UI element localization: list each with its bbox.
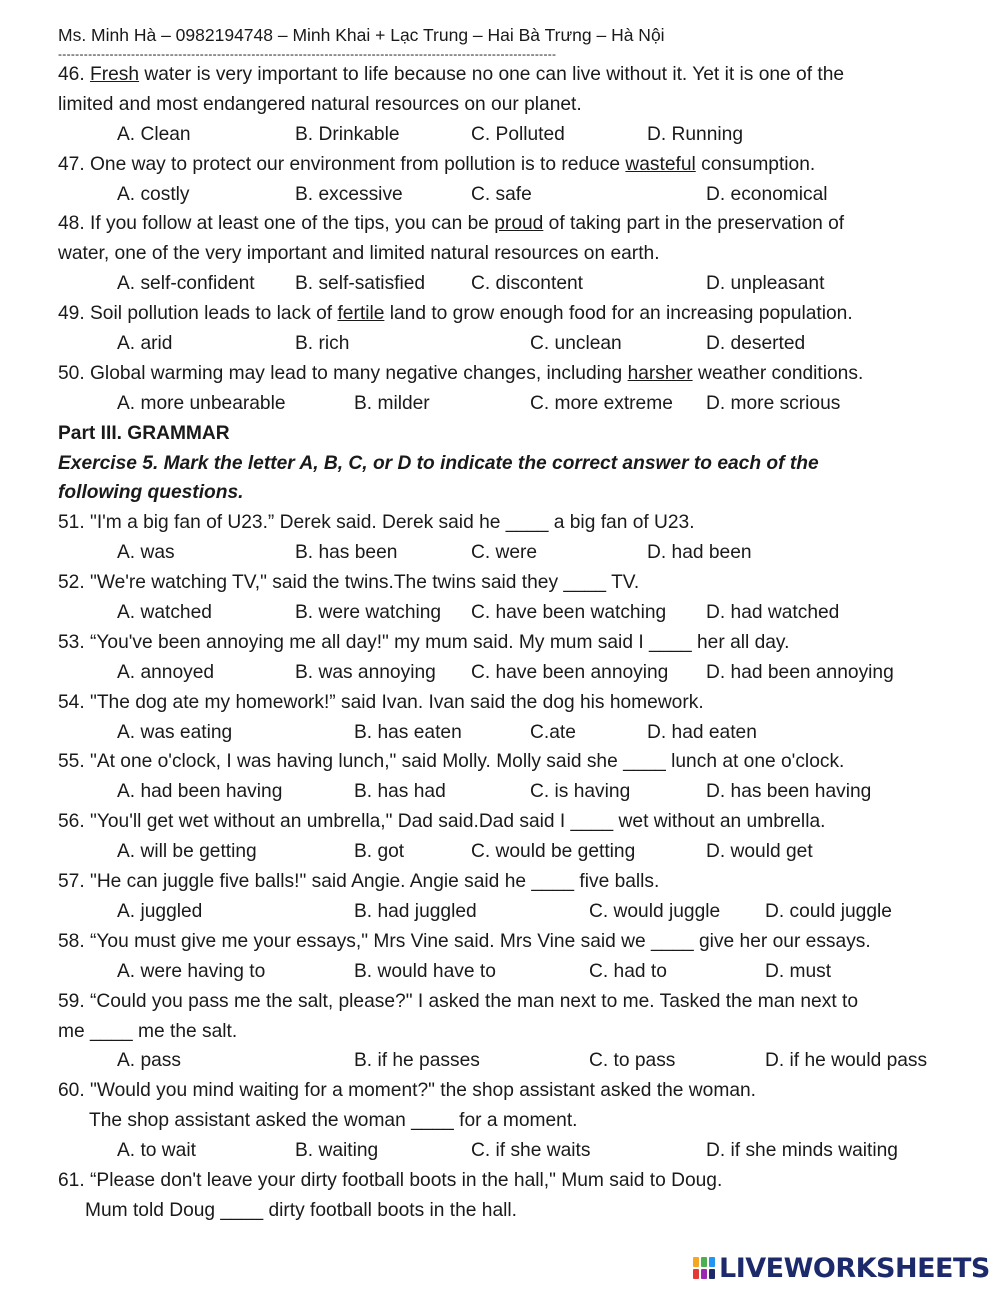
- answer-option-c[interactable]: C. had to: [589, 960, 667, 982]
- answer-option-d[interactable]: D. if she minds waiting: [706, 1140, 898, 1162]
- question-text: limited and most endangered natural resources on our planet.: [58, 93, 582, 115]
- question-q46: [58, 60, 958, 150]
- answer-option-d[interactable]: D. had eaten: [647, 721, 757, 743]
- answer-option-a[interactable]: A. watched: [117, 602, 212, 624]
- answer-option-d[interactable]: D. had watched: [706, 602, 840, 624]
- answer-option-a[interactable]: A. costly: [117, 183, 190, 205]
- answer-option-c[interactable]: C. more extreme: [530, 392, 673, 414]
- answer-option-d[interactable]: D. had been annoying: [706, 661, 894, 683]
- question-text: consumption.: [695, 153, 816, 175]
- question-text-line: [58, 1017, 958, 1047]
- question-text: 54. "The dog ate my homework!” said Ivan. Ivan said the dog his homework.: [58, 691, 704, 713]
- question-text: 60. "Would you mind waiting for a moment?" the shop assistant asked the woman.: [58, 1080, 756, 1102]
- answer-option-b[interactable]: B. would have to: [354, 960, 496, 982]
- answer-option-b[interactable]: B. was annoying: [295, 661, 436, 683]
- answer-option-d[interactable]: D. if he would pass: [765, 1050, 928, 1072]
- question-text: 48. If you follow at least one of the tips, you can be: [58, 213, 495, 235]
- question-q51: [58, 508, 958, 568]
- question-text-line: [58, 628, 958, 658]
- question-text: 46.: [58, 64, 91, 85]
- question-text-line: [58, 60, 958, 90]
- question-text: The shop assistant asked the woman ____ for a moment.: [89, 1110, 578, 1132]
- question-text-line: [58, 239, 958, 269]
- vocabulary-questions: [58, 60, 958, 419]
- answer-options: [58, 389, 958, 419]
- question-text: Mum told Doug ____ dirty football boots in the hall.: [85, 1199, 517, 1221]
- question-text-line: [58, 747, 958, 777]
- underlined-word: proud: [494, 213, 544, 235]
- question-q50: [58, 359, 958, 419]
- underlined-word: Fresh: [90, 64, 140, 85]
- grammar-questions: [58, 508, 958, 1225]
- answer-options: [58, 897, 958, 927]
- question-text: 51. "I'm a big fan of U23.” Derek said. Derek said he ____ a big fan of U23.: [58, 512, 695, 534]
- question-text: 59. “Could you pass me the salt, please?" I asked the man next to me. Tasked the man next to: [58, 990, 858, 1012]
- question-text: me ____ me the salt.: [58, 1020, 238, 1042]
- answer-option-c[interactable]: C. if she waits: [471, 1140, 591, 1162]
- teacher-header: Ms. Minh Hà – 0982194748 – Minh Khai + Lạc Trung – Hai Bà Trưng – Hà Nội: [58, 25, 665, 45]
- question-text-line: [58, 1166, 958, 1196]
- question-text: 50. Global warming may lead to many negative changes, including: [58, 362, 628, 384]
- answer-option-b[interactable]: B. were watching: [295, 602, 442, 624]
- answer-option-b[interactable]: B. milder: [354, 392, 430, 414]
- answer-option-a[interactable]: A. Clean: [117, 123, 191, 145]
- question-text: weather conditions.: [692, 362, 864, 384]
- answer-option-c[interactable]: C. unclean: [530, 333, 622, 355]
- question-text: 58. “You must give me your essays," Mrs Vine said. Mrs Vine said we ____ give her our essays.: [58, 930, 871, 952]
- answer-option-b[interactable]: B. has been: [295, 542, 398, 564]
- question-text: water is very important to life because no one can live without it. Yet it is one of the: [139, 64, 845, 85]
- answer-option-b[interactable]: B. excessive: [295, 183, 403, 205]
- answer-option-c[interactable]: C. to pass: [589, 1050, 676, 1072]
- underlined-word: harsher: [627, 362, 693, 384]
- answer-option-a[interactable]: A. was eating: [117, 721, 233, 743]
- question-q53: [58, 628, 958, 688]
- question-text-line: [58, 508, 958, 538]
- answer-option-a[interactable]: A. pass: [117, 1050, 181, 1072]
- answer-option-c[interactable]: C.ate: [530, 721, 576, 743]
- question-q52: [58, 568, 958, 628]
- question-text-line: [58, 688, 958, 718]
- question-text: 47. One way to protect our environment from pollution is to reduce: [58, 153, 626, 175]
- question-q57: [58, 867, 958, 927]
- answer-option-d[interactable]: D. had been: [647, 542, 752, 564]
- question-text: land to grow enough food for an increasing population.: [384, 303, 853, 325]
- answer-option-a[interactable]: A. was: [117, 542, 175, 564]
- question-text: 52. "We're watching TV," said the twins.The twins said they ____ TV.: [58, 572, 640, 594]
- question-text-line: [58, 209, 958, 239]
- answer-option-d[interactable]: D. more scrious: [706, 392, 841, 414]
- question-text-line: [58, 867, 958, 897]
- worksheet-page: [58, 22, 958, 1226]
- answer-options: [58, 538, 958, 568]
- question-q58: [58, 927, 958, 987]
- question-text-line: [58, 90, 958, 120]
- question-text-line: [58, 1106, 958, 1136]
- liveworksheets-logo-icon: [692, 1256, 716, 1280]
- underlined-word: wasteful: [625, 153, 696, 175]
- question-text-line: [58, 927, 958, 957]
- question-text-line: [58, 1196, 958, 1226]
- answer-options: [58, 658, 958, 688]
- answer-option-d[interactable]: D. unpleasant: [706, 273, 825, 295]
- answer-option-a[interactable]: A. arid: [117, 333, 173, 355]
- answer-option-c[interactable]: C. would juggle: [589, 900, 721, 922]
- answer-option-a[interactable]: A. to wait: [117, 1140, 196, 1162]
- liveworksheets-logo: [692, 1252, 990, 1284]
- answer-option-d[interactable]: D. has been having: [706, 781, 872, 803]
- answer-option-a[interactable]: A. annoyed: [117, 661, 215, 683]
- exercise-instruction-line-1: Exercise 5. Mark the letter A, B, C, or D to indicate the correct answer to each of the: [58, 452, 819, 474]
- answer-options: [58, 180, 958, 210]
- exercise-instruction-line-2: following questions.: [58, 482, 244, 504]
- answer-option-d[interactable]: D. deserted: [706, 333, 806, 355]
- answer-option-c[interactable]: C. were: [471, 542, 538, 564]
- question-text: water, one of the very important and limited natural resources on earth.: [58, 243, 660, 265]
- answer-options: [58, 837, 958, 867]
- question-text: 56. "You'll get wet without an umbrella," Dad said.Dad said I ____ wet without an umbrella.: [58, 811, 826, 833]
- question-q49: [58, 299, 958, 359]
- question-q54: [58, 688, 958, 748]
- answer-options: [58, 957, 958, 987]
- answer-option-a[interactable]: A. juggled: [117, 900, 203, 922]
- answer-option-b[interactable]: B. if he passes: [354, 1050, 480, 1072]
- question-q56: [58, 807, 958, 867]
- answer-options: [58, 1046, 958, 1076]
- answer-option-d[interactable]: D. Running: [647, 123, 743, 145]
- answer-option-c[interactable]: C. have been annoying: [471, 661, 669, 683]
- answer-option-d[interactable]: D. would get: [706, 841, 813, 863]
- question-text-line: [58, 1076, 958, 1106]
- question-text-line: [58, 299, 958, 329]
- answer-option-b[interactable]: B. rich: [295, 333, 350, 355]
- answer-option-c[interactable]: C. Polluted: [471, 123, 565, 145]
- question-q61: [58, 1166, 958, 1226]
- answer-option-d[interactable]: D. must: [765, 960, 832, 982]
- answer-option-a[interactable]: A. had been having: [117, 781, 283, 803]
- question-q55: [58, 747, 958, 807]
- question-text: 49. Soil pollution leads to lack of: [58, 303, 338, 325]
- answer-option-d[interactable]: D. could juggle: [765, 900, 892, 922]
- answer-option-a[interactable]: A. were having to: [117, 960, 266, 982]
- answer-option-b[interactable]: B. Drinkable: [295, 123, 400, 145]
- answer-options: [58, 269, 958, 299]
- answer-option-c[interactable]: C. would be getting: [471, 841, 636, 863]
- question-text-line: [58, 150, 958, 180]
- question-text-line: [58, 568, 958, 598]
- answer-options: [58, 598, 958, 628]
- answer-option-d[interactable]: D. economical: [706, 183, 828, 205]
- underlined-word: fertile: [337, 303, 385, 325]
- part-title: Part III. GRAMMAR: [58, 422, 230, 444]
- question-text: of taking part in the preservation of: [543, 213, 845, 235]
- logo-text: LIVEWORKSHEETS: [719, 1252, 990, 1284]
- question-text: 61. “Please don't leave your dirty football boots in the hall," Mum said to Doug.: [58, 1169, 723, 1191]
- answer-option-b[interactable]: B. waiting: [295, 1140, 379, 1162]
- answer-option-b[interactable]: B. has had: [354, 781, 446, 803]
- question-text: 55. "At one o'clock, I was having lunch," said Molly. Molly said she ____ lunch at one o'clock.: [58, 751, 845, 773]
- question-text-line: [58, 807, 958, 837]
- answer-option-a[interactable]: A. more unbearable: [117, 392, 286, 414]
- answer-option-a[interactable]: A. self-confident: [117, 273, 255, 295]
- answer-options: [58, 329, 958, 359]
- answer-options: [58, 1136, 958, 1166]
- answer-options: [58, 120, 958, 150]
- answer-options: [58, 777, 958, 807]
- question-text-line: [58, 987, 958, 1017]
- answer-option-c[interactable]: C. safe: [471, 183, 532, 205]
- question-q48: [58, 209, 958, 299]
- answer-option-a[interactable]: A. will be getting: [117, 841, 257, 863]
- question-q59: [58, 987, 958, 1077]
- answer-options: [58, 718, 958, 748]
- answer-option-b[interactable]: B. self-satisfied: [295, 273, 426, 295]
- question-text: 57. "He can juggle five balls!" said Angie. Angie said he ____ five balls.: [58, 871, 660, 893]
- question-q47: [58, 150, 958, 210]
- answer-option-b[interactable]: B. got: [354, 841, 405, 863]
- answer-option-b[interactable]: B. has eaten: [354, 721, 462, 743]
- answer-option-c[interactable]: C. is having: [530, 781, 631, 803]
- answer-option-b[interactable]: B. had juggled: [354, 900, 477, 922]
- question-q60: [58, 1076, 958, 1166]
- header-divider: --------------------------------------------------------------------------------------------------------------------: [58, 48, 557, 60]
- answer-option-c[interactable]: C. discontent: [471, 273, 583, 295]
- answer-option-c[interactable]: C. have been watching: [471, 602, 667, 624]
- question-text-line: [58, 359, 958, 389]
- question-text: 53. “You've been annoying me all day!" my mum said. My mum said I ____ her all day.: [58, 631, 790, 653]
